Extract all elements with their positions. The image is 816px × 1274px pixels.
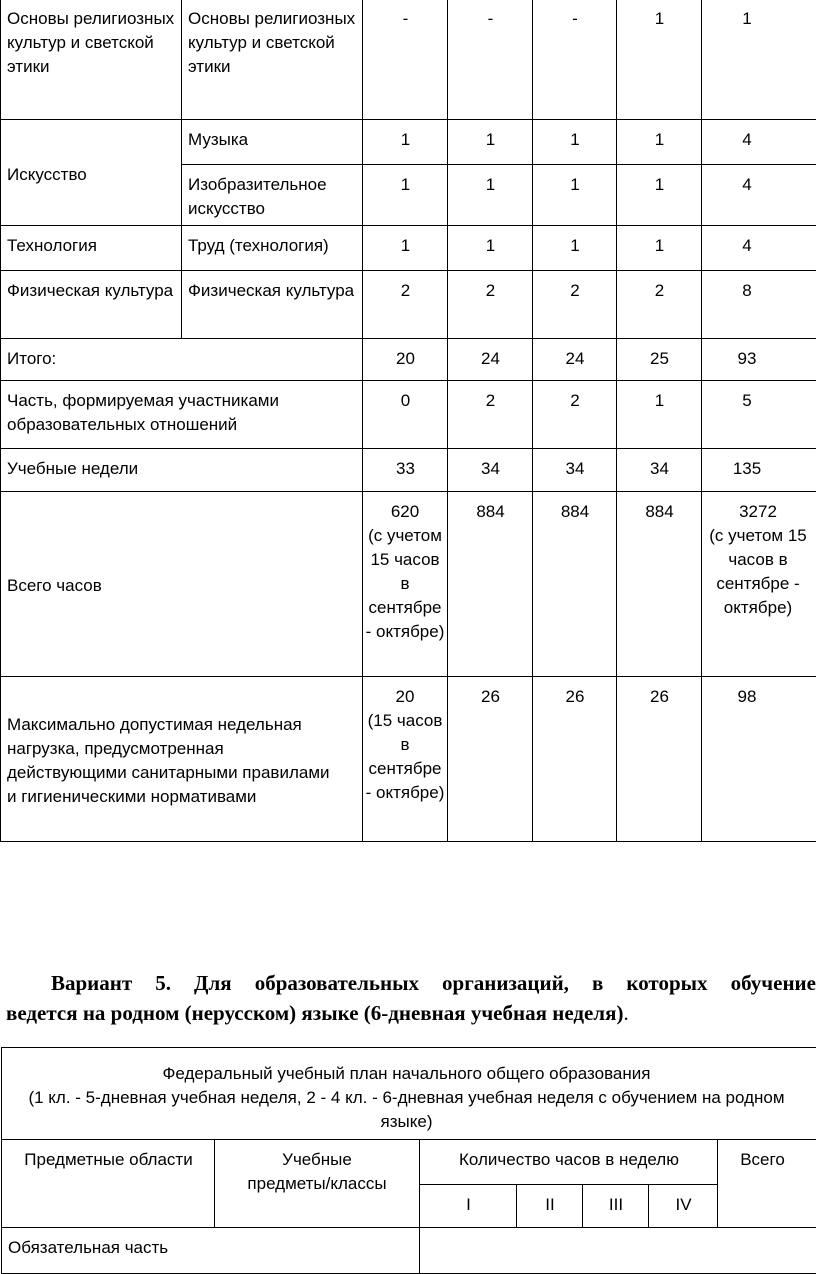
hours-cell: 1 xyxy=(448,226,533,271)
total-cell: 5 xyxy=(702,381,816,449)
hours-cell: 2 xyxy=(533,271,617,339)
plan-subtitle: (1 кл. - 5-дневная учебная неделя, 2 - 4 кл. - 6-дневная учебная неделя с обучением на родном языке) xyxy=(12,1086,801,1134)
hours-cell: 2 xyxy=(617,271,702,339)
hours-cell: 24 xyxy=(533,339,617,381)
hours-cell: 2 xyxy=(448,381,533,449)
table-row xyxy=(2,1048,816,1140)
hours-cell: 1 xyxy=(363,120,448,165)
hours-cell: 25 xyxy=(617,339,702,381)
subject-cell: Труд (технология) xyxy=(182,226,363,271)
hours-cell: - xyxy=(363,0,448,120)
hours-cell: 34 xyxy=(533,449,617,492)
table-row xyxy=(2,1140,816,1185)
hours-cell: 1 xyxy=(533,226,617,271)
hours-cell: 1 xyxy=(363,165,448,226)
hours-cell: 884 xyxy=(533,492,617,677)
hours-cell: 2 xyxy=(363,271,448,339)
hours-cell: 2 xyxy=(448,271,533,339)
hours-cell: 1 xyxy=(363,226,448,271)
hours-label: Всего часов xyxy=(1,492,363,677)
total-cell: 4 xyxy=(702,165,816,226)
hours-cell: 1 xyxy=(617,120,702,165)
hours-cell: 1 xyxy=(617,0,702,120)
subject-cell: Музыка xyxy=(182,120,363,165)
total-note: (с учетом 15 часов в сентябре - октябре) xyxy=(704,524,812,620)
table-row xyxy=(1,0,816,120)
hours-cell: 884 xyxy=(617,492,702,677)
hours-value: 20 xyxy=(365,685,445,709)
hours-note: (15 часов в сентябре - октябре) xyxy=(365,709,445,805)
total-cell: 4 xyxy=(702,226,816,271)
hours-cell xyxy=(363,677,448,842)
total-label: Итого: xyxy=(1,339,363,381)
hours-cell: 1 xyxy=(617,165,702,226)
table-row xyxy=(1,271,816,339)
grade-header: III xyxy=(583,1185,649,1228)
part-label: Часть, формируемая участниками образовательных отношений xyxy=(1,381,363,449)
federal-curriculum-table xyxy=(1,1047,816,1274)
table-row xyxy=(1,226,816,271)
hours-cell: 0 xyxy=(363,381,448,449)
hours-value: 620 xyxy=(365,500,445,524)
col-header-hours: Количество часов в неделю xyxy=(420,1140,718,1185)
grade-header: IV xyxy=(649,1185,718,1228)
col-header-total: Всего xyxy=(718,1140,816,1228)
subject-area-cell: Основы религиозных культур и светской этики xyxy=(1,0,182,120)
hours-cell: 20 xyxy=(363,339,448,381)
subject-cell: Основы религиозных культур и светской этики xyxy=(182,0,363,120)
total-cell: 135 xyxy=(702,449,816,492)
hours-cell: 1 xyxy=(448,120,533,165)
total-value: 3272 xyxy=(704,500,812,524)
hours-cell: - xyxy=(448,0,533,120)
subject-area-cell: Технология xyxy=(1,226,182,271)
grade-header: I xyxy=(420,1185,517,1228)
mandatory-part-label: Обязательная часть xyxy=(2,1228,420,1274)
hours-cell: 884 xyxy=(448,492,533,677)
total-cell: 93 xyxy=(702,339,816,381)
hours-cell: 26 xyxy=(448,677,533,842)
heading-line-2: ведется на родном (нерусском) языке (6-дневная учебная неделя). xyxy=(6,998,816,1028)
subject-cell: Изобразительное искусство xyxy=(182,165,363,226)
subject-cell: Физическая культура xyxy=(182,271,363,339)
total-cell: 8 xyxy=(702,271,816,339)
empty-cell xyxy=(420,1228,816,1274)
hours-cell: 34 xyxy=(617,449,702,492)
table-row xyxy=(1,492,816,677)
hours-cell xyxy=(363,492,448,677)
grade-header: II xyxy=(517,1185,583,1228)
weeks-label: Учебные недели xyxy=(1,449,363,492)
table-row xyxy=(1,381,816,449)
table-row xyxy=(1,677,816,842)
total-cell xyxy=(702,492,816,677)
table-row xyxy=(2,1228,816,1274)
heading-line-1: Вариант 5. Для образовательных организаций, в которых обучение xyxy=(6,968,816,998)
hours-note: (с учетом 15 часов в сентябре - октябре) xyxy=(365,524,445,644)
total-cell: 98 xyxy=(702,677,816,842)
subject-area-cell: Искусство xyxy=(1,120,182,226)
subject-area-cell: Физическая культура xyxy=(1,271,182,339)
hours-cell: 1 xyxy=(617,381,702,449)
hours-cell: 1 xyxy=(533,120,617,165)
variant-heading xyxy=(6,968,816,1028)
hours-cell: 26 xyxy=(533,677,617,842)
max-load-label: Максимально допустимая недельная нагрузка, предусмотренная действующими санитарными правилами и гигиеническими нормативами xyxy=(1,677,363,842)
hours-cell: 33 xyxy=(363,449,448,492)
table-row xyxy=(1,339,816,381)
total-cell: 4 xyxy=(702,120,816,165)
hours-cell: 26 xyxy=(617,677,702,842)
hours-cell: 1 xyxy=(533,165,617,226)
plan-title-cell xyxy=(2,1048,816,1140)
plan-title: Федеральный учебный план начального общего образования xyxy=(12,1062,801,1086)
hours-cell: 1 xyxy=(448,165,533,226)
total-cell: 1 xyxy=(702,0,816,120)
hours-cell: 24 xyxy=(448,339,533,381)
hours-cell: 34 xyxy=(448,449,533,492)
hours-cell: 2 xyxy=(533,381,617,449)
hours-cell: 1 xyxy=(617,226,702,271)
table-row xyxy=(1,120,816,165)
col-header-subject: Учебные предметы/классы xyxy=(215,1140,420,1228)
col-header-area: Предметные области xyxy=(2,1140,215,1228)
table-row xyxy=(1,449,816,492)
hours-cell: - xyxy=(533,0,617,120)
